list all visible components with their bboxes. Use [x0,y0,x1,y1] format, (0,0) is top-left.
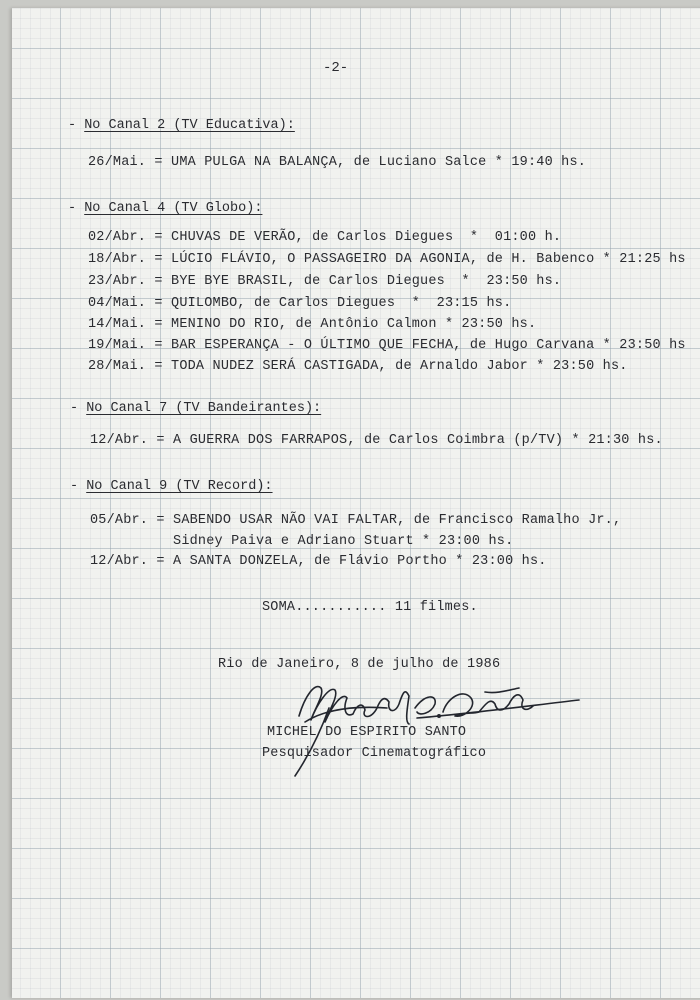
document-page [12,8,700,998]
section-header-canal-2: - No Canal 2 (TV Educativa): [68,118,295,133]
schedule-entry: 02/Abr. = CHUVAS DE VERÃO, de Carlos Diegues * 01:00 h. [88,230,562,245]
schedule-entry: 19/Mai. = BAR ESPERANÇA - O ÚLTIMO QUE FECHA, de Hugo Carvana * 23:50 hs [88,338,686,353]
section-header-canal-4: - No Canal 4 (TV Globo): [68,201,263,216]
signatory-name: MICHEL DO ESPIRITO SANTO [267,725,467,740]
total-line: SOMA........... 11 filmes. [262,600,478,615]
page-number: -2- [323,60,349,76]
schedule-entry: 05/Abr. = SABENDO USAR NÃO VAI FALTAR, de Francisco Ramalho Jr., [90,513,622,528]
signatory-title: Pesquisador Cinematográfico [262,746,487,761]
schedule-entry: 12/Abr. = A GUERRA DOS FARRAPOS, de Carlos Coimbra (p/TV) * 21:30 hs. [90,433,663,448]
schedule-entry: 14/Mai. = MENINO DO RIO, de Antônio Calmon * 23:50 hs. [88,317,537,332]
place-date: Rio de Janeiro, 8 de julho de 1986 [218,657,501,672]
schedule-entry: 04/Mai. = QUILOMBO, de Carlos Diegues * 23:15 hs. [88,296,512,311]
section-header-canal-7: - No Canal 7 (TV Bandeirantes): [70,401,322,416]
schedule-entry-continuation: Sidney Paiva e Adriano Stuart * 23:00 hs. [90,534,514,549]
schedule-entry: 23/Abr. = BYE BYE BRASIL, de Carlos Diegues * 23:50 hs. [88,274,562,289]
schedule-entry: 18/Abr. = LÚCIO FLÁVIO, O PASSAGEIRO DA AGONIA, de H. Babenco * 21:25 hs [88,252,686,267]
schedule-entry: 26/Mai. = UMA PULGA NA BALANÇA, de Luciano Salce * 19:40 hs. [88,155,587,170]
section-header-canal-9: - No Canal 9 (TV Record): [70,479,273,494]
schedule-entry: 28/Mai. = TODA NUDEZ SERÁ CASTIGADA, de Arnaldo Jabor * 23:50 hs. [88,359,628,374]
schedule-entry: 12/Abr. = A SANTA DONZELA, de Flávio Portho * 23:00 hs. [90,554,547,569]
